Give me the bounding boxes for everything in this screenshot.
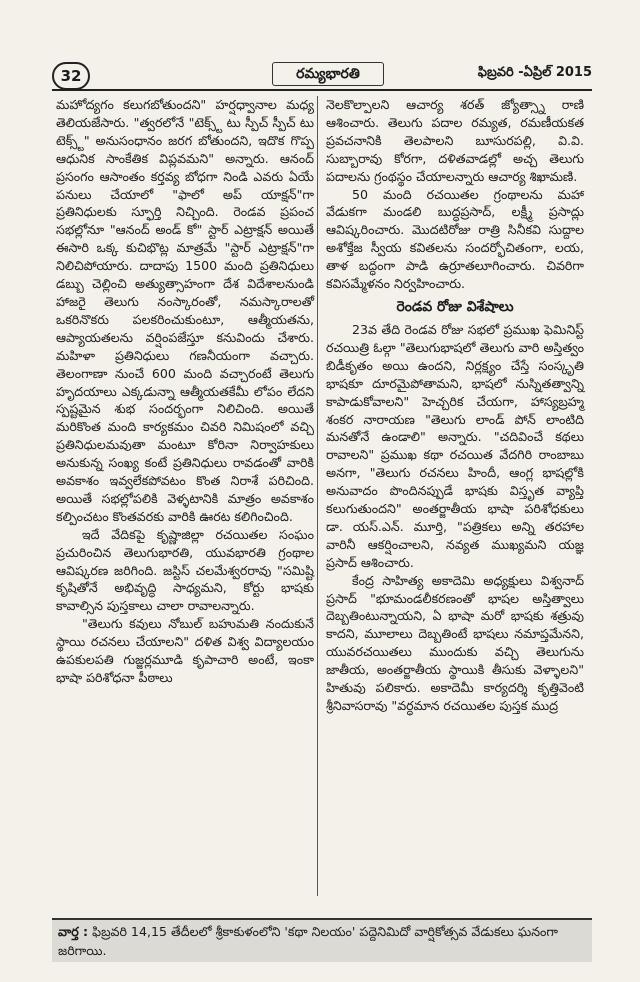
news-label: వార్త : (58, 924, 89, 939)
paragraph: 50 మంది రచయితల గ్రంథాలను మహా వేడుకగా మండలి బుద్ధప్రసాద్, లక్ష్మీ ప్రసాద్లు ఆవిష్కరించారు. మొదటిరోజు రాత్రి సినీకవి సుద్దాల అశోక్తేజ స్వీయ కవితలను సందర్భోచితంగా, లయ, తాళ బద్ధంగా పాడి ఉర్రూతలూగించారు. చివరిగా కవిసమ్మేళనం నిర్వహించారు. (326, 186, 584, 292)
left-column (56, 96, 314, 916)
issue-date: ఫిబ్రవరి -ఏప్రిల్ 2015 (477, 65, 592, 80)
right-column (326, 96, 584, 916)
news-box (52, 918, 592, 962)
paragraph: ఇదే వేదికపై కృష్ణాజిల్లా రచయితల సంఘం ప్రచురించిన తెలుగుభారతి, యువభారతి గ్రంథాల ఆవిష్కరణ జరిగింది. జస్టిస్ చలమేశ్వరరావు "సమిష్టి కృషితోనే అభివృద్ధి సాధ్యమని, కోర్టు భాషకు కావాల్సిన పుస్తకాలు చాలా రావాలన్నారు. (56, 526, 314, 614)
paragraph: "తెలుగు కవులు నోబుల్ బహుమతి నందుకునే స్థాయి రచనలు చేయాలని" దళిత విశ్వ విద్యాలయం ఉపకులపతి గుజ్జర్లమూడి కృపాచారి అంటే, ఇంకా భాషా పరిశోధనా పీఠాలు (56, 616, 314, 685)
column-divider (317, 96, 318, 896)
paragraph: నెలకొల్పాలని ఆచార్య శరత్ జ్యోత్స్నా రాణి ఆశించారు. తెలుగు పదాల రమ్యత, రమణీయకత ప్రవచనానికి తెలపాలని బూసురపల్లి, వి.వి. సుబ్బారావు కోరగా, దళితవాడల్లో అచ్చ తెలుగు పదాలను గ్రంథస్థం చేయాలన్నారు ఆచార్య శిఖామణి. (326, 97, 584, 184)
section-heading: రెండవ రోజు విశేషాలు (396, 298, 514, 315)
paragraph: మహోద్యగం కలుగబోతుందని" హర్షధ్వానాల మధ్య తెలియజేసారు. "త్వరలోనే "టెక్స్ట్ టు స్పీచ్ స్పీచ్ టు టెక్స్ట్" అనుసంధానం జరగ బోతుందని, ఇదొక గొప్ప ఆధునిక సాంకేతిక విప్లవమని" అన్నారు. ఆనంద్ ప్రసంగం ఆసాంతం కర్తవ్య బోధగా నిండి ఎవరు ఏయే పనులు చేయాలో "ఫాలో అప్ యాక్షన్"గా ప్రతినిధులకు స్ఫూర్తి నిచ్చింది. రెండవ ప్రపంచ సభల్లోనూ "ఆనంద్ అండ్ కో" స్టార్ ఎట్రాక్షన్ అయితే ఈసారి ఒక్క కుచిభొట్ల మాత్రమే "స్టార్ ఎట్రాక్షన్"గా నిలిచిపోయారు. దాదాపు 1500 మంది ప్రతినిధులు డబ్బు చెల్లించి అత్యుత్సాహంగా దేశ విదేశాలనుండి హాజరై తెలుగు నంస్కారంతో, నమస్కారాలతో ఒకరినొకరు పలకరించుకుంటూ, ఆత్మీయతను, ఆప్యాయతలను వర్షింపజేస్తూ కనువిందు చేశారు. మహిళా ప్రతినిధులు గణనీయంగా వచ్చారు. తెలంగాణా నుంచే 600 మంది వచ్చారంటే తెలుగు హృదయాలు ఎక్కడున్నా ఆత్మీయతకేమీ లోపం లేదని స్పష్టమైన శుభ సందర్భంగా నిలిచింది. అయితే మరికొంత మంది కార్యకమం చివరి నిమిషంలో వచ్చి ప్రతినిధులమవుతా మంటూ కోరినా నిర్వాహకులు అనుకున్న సంఖ్య కంటే ప్రతినిధులు రావడంతో వారికి అవకాశం ఇవ్వలేకపోవటం కొంత నిరాశే పరిచింది. అయితే సభల్లోపలికి వెళ్ళటానికి మాత్రం అవకాశం కల్పించటం కొంతవరకు వారికి ఊరట కలిగించింది. (56, 97, 314, 524)
magazine-title: రమ్యభారతి (272, 62, 384, 86)
header-divider (52, 89, 592, 91)
paragraph: 23వ తేది రెండవ రోజు సభలో ప్రముఖ ఫెమినిస్ట్ రచయిత్రి ఓల్గా "తెలుగుభాషలో తెలుగు వారి అస్తిత్వం బిడీకృతం అయి ఉందని, నిర్లక్ష్యం చేస్తే సంస్కృతి భాషకూ దూరమైపోతామని, భాషలో నుస్నితత్వాన్ని కాపాడుకోవాలని" హెచ్చరిక చేయగా, హాస్యబ్రహ్మ శంకర నారాయణ "తెలుగు లాండ్ పోన్ లాంటిది మనతోనే ఉండాలి" అన్నారు. "చదివించే కథలు రావాలని" ప్రముఖ కథా రచయిత వేదగిరి రాంబాబు అనగా, "తెలుగు రచనలు హిందీ, ఆంగ్ల భాషల్లోకి అనువాదం పొందినప్పుడే భాషకు విస్తృత వ్యాప్తి కలుగుతుందని" అంతర్జాతీయ భాషా పరిశోధకులు డా. యస్.ఎన్. మూర్తి, "పత్రికలు అన్ని తరహాల వారినీ ఆకర్షించాలని, నవ్యత ముఖ్యమని యజ్ఞ ప్రసాద్ ఆశించారు. (326, 321, 584, 570)
page-header (52, 62, 592, 88)
page-number: 32 (52, 62, 90, 90)
paragraph: కేంద్ర సాహిత్య అకాదెమి అధ్యక్షులు విశ్వనాద్ ప్రసాద్ "భూమండలీకరణంతో భాషల అస్తిత్వాలు దెబ్బతింటున్నాయని, ఏ భాషా మరో భాషకు శత్రువు కాదని, మూలాలు దెబ్బతింటే భాషలు నమాప్తమేనని, యువరచయితలు ముందుకు వచ్చి తెలుగును జాతీయ, అంతర్జాతీయ స్థాయికి తీసుకు వెళ్ళాలని" హితువు పలికారు. అకాదెమీ కార్యదర్శి కృత్తివెంటి శ్రీనివాసరావు "వర్ధమాన రచయితల పుస్తక ముద్ర (326, 572, 584, 713)
news-text: ఫిబ్రవరి 14,15 తేదీలలో శ్రీకాకుళంలోని 'కథా నిలయం' పద్దెనిమిదో వార్షికోత్సవ వేడుకలు ఘనంగా జరిగాయి. (58, 924, 559, 958)
